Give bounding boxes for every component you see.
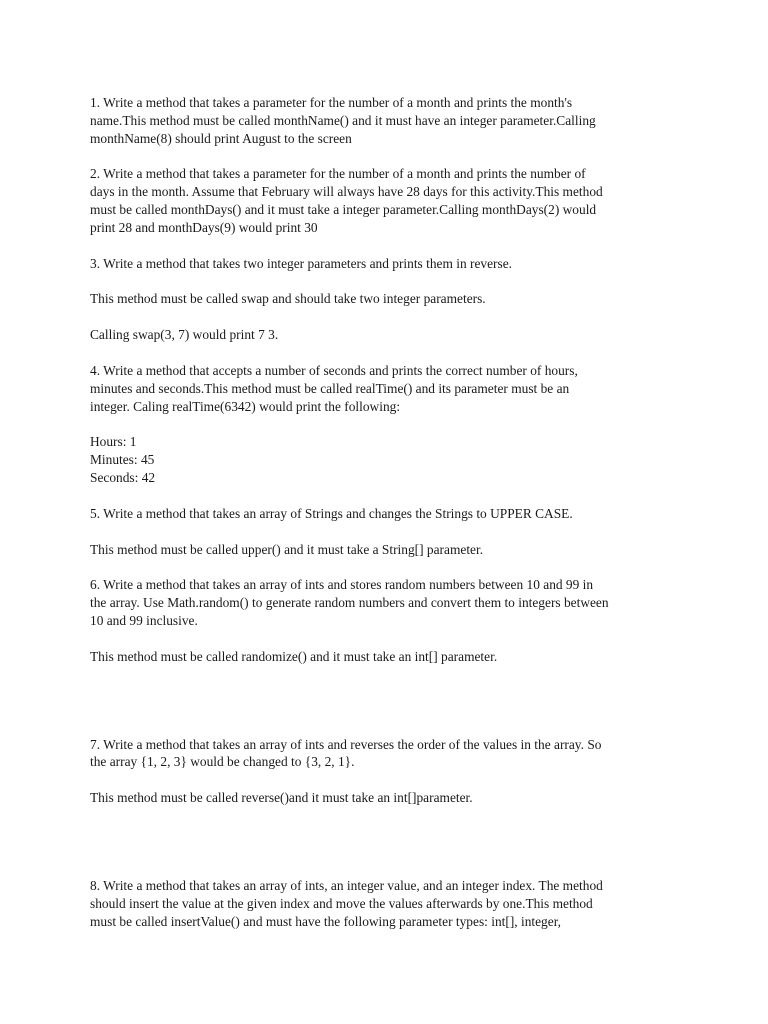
- question-8: 8. Write a method that takes an array of ints, an integer value, and an integer index. The method should insert the value at the given index and move the values afterwards by one.This method must be called insertValue() and must have the following parameter types: int[], integer,: [90, 877, 603, 929]
- question-7: 7. Write a method that takes an array of ints and reverses the order of the values in the array. So the array {1, 2, 3} would be changed to {3, 2, 1}.: [90, 736, 602, 770]
- question-4: 4. Write a method that accepts a number of seconds and prints the correct number of hours, minutes and seconds.This method must be called realTime() and its parameter must be an integer. Caling realTime(6342) would print the following:: [90, 362, 578, 414]
- question-2: 2. Write a method that takes a parameter for the number of a month and prints the number of days in the month. Assume that February will always have 28 days for this activity.This method must be called monthDays() and it must take a integer parameter.Calling monthDays(2) would print 28 and monthDays(9) would print 30: [90, 166, 603, 235]
- question-7-note: This method must be called reverse()and it must take an int[]parameter.: [90, 790, 473, 806]
- question-4-output: Hours: 1 Minutes: 45 Seconds: 42: [90, 434, 156, 485]
- blank-space: [90, 825, 690, 877]
- question-1: 1. Write a method that takes a parameter for the number of a month and prints the month's name.This method must be called monthName() and it must have an integer parameter.Calling monthName(8) should print August to the screen: [90, 95, 596, 146]
- question-5-note: This method must be called upper() and it must take a String[] parameter.: [90, 541, 484, 557]
- question-6-note: This method must be called randomize() and it must take an int[] parameter.: [90, 648, 498, 664]
- question-5: 5. Write a method that takes an array of Strings and changes the Strings to UPPER CASE.: [90, 505, 573, 521]
- question-3-example: Calling swap(3, 7) would print 7 3.: [90, 327, 279, 343]
- question-3: 3. Write a method that takes two integer parameters and prints them in reverse.: [90, 255, 512, 271]
- blank-space: [90, 684, 690, 736]
- question-6: 6. Write a method that takes an array of ints and stores random numbers between 10 and 99 in the array. Use Math.random() to generate random numbers and convert them to integers between 10 and 99 inclusive.: [90, 577, 609, 628]
- question-3-note: This method must be called swap and should take two integer parameters.: [90, 291, 486, 307]
- document-page: [90, 94, 690, 948]
